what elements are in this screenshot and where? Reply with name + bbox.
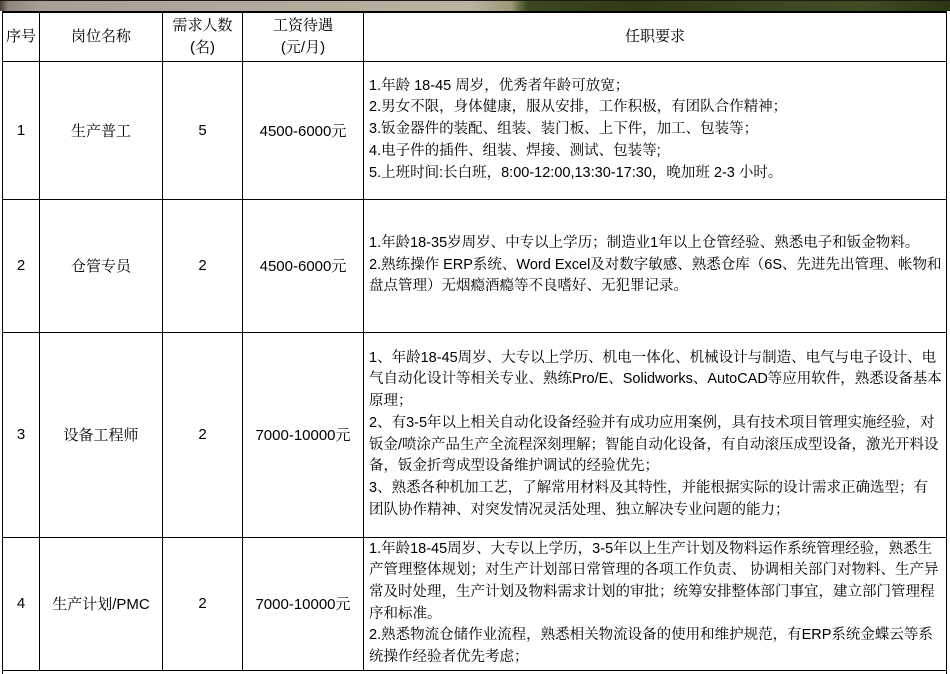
job-row <box>3 199 947 332</box>
job-positions-table <box>2 11 947 674</box>
salary: 4500-6000元 <box>243 199 364 332</box>
row-number: 4 <box>3 537 40 670</box>
salary: 7000-10000元 <box>243 332 364 537</box>
position-name: 生产计划/PMC <box>40 537 163 670</box>
position-name: 设备工程师 <box>40 332 163 537</box>
header-position-label: 岗位名称 <box>70 27 131 45</box>
requirement-item: 2、有3-5年以上相关自动化设备经验并有成功应用案例，具有技术项目管理实施经验，对钣金/喷涂产品生产全流程深刻理解；智能自动化设备，有自动滚压成型设备，激光开料设备，钣金折弯成型设备维护调试的经验优先； <box>369 414 939 475</box>
headcount: 2 <box>163 537 243 670</box>
header-headcount <box>163 12 243 61</box>
next-row-sliver-cell <box>3 670 947 674</box>
header-no <box>3 12 40 61</box>
requirement-item: 3、熟悉各种机加工艺，了解常用材料及其特性，并能根据实际的设计需求正确选型；有团队协作精神、对突发情况灵活处理、独立解决专业问题的能力； <box>369 479 929 518</box>
position-name: 生产普工 <box>40 61 163 199</box>
headcount: 2 <box>163 199 243 332</box>
row-number: 2 <box>3 199 40 332</box>
requirement-item: 1.年龄 18-45 周岁，优秀者年龄可放宽； <box>369 77 630 94</box>
header-position <box>40 12 163 61</box>
requirement-item: 4.电子件的插件、组装、焊接、测试、包装等; <box>369 142 661 159</box>
requirement-item: 3.钣金器件的装配、组装、装门板、上下件，加工、包装等； <box>369 121 759 138</box>
job-row <box>3 537 947 670</box>
header-salary-label: 工资待遇 <box>272 16 333 34</box>
photo-strip <box>0 0 950 11</box>
header-requirements <box>364 12 947 61</box>
header-headcount-unit: (名) <box>190 38 215 56</box>
requirement-item: 2.男女不限，身体健康，服从安排，工作积极，有团队合作精神； <box>369 99 788 116</box>
requirement-item: 1、年龄18-45周岁、大专以上学历、机电一体化、机械设计与制造、电气与电子设计、电气自动化设计等相关专业、熟练Pro/E、Solidworks、AutoCAD等应用软件，熟悉设备基本原理； <box>369 349 942 410</box>
job-row <box>3 332 947 537</box>
header-headcount-label: 需求人数 <box>172 16 233 34</box>
requirements-cell <box>364 199 947 332</box>
headcount: 2 <box>163 332 243 537</box>
salary: 7000-10000元 <box>243 537 364 670</box>
header-no-label: 序号 <box>5 27 36 45</box>
salary: 4500-6000元 <box>243 61 364 199</box>
next-row-sliver <box>3 670 947 674</box>
requirements-cell <box>364 332 947 537</box>
header-requirements-label: 任职要求 <box>624 27 685 45</box>
requirement-item: 1.年龄18-45周岁、大专以上学历，3-5年以上生产计划及物料运作系统管理经验，熟悉生产管理整体规划；对生产计划部日常管理的各项工作负责、 协调相关部门对物料、生产异常及时处理，生产计划及物料需求计划的审批；统筹安排整体部门事宜，建立部门管理程序和标准。 <box>369 540 939 622</box>
requirement-item: 1.年龄18-35岁周岁、中专以上学历；制造业1年以上仓管经验、熟悉电子和钣金物料。 <box>369 234 920 251</box>
job-row <box>3 61 947 199</box>
requirements-cell <box>364 61 947 199</box>
header-salary-unit: (元/月) <box>280 38 326 56</box>
requirements-cell <box>364 537 947 670</box>
headcount: 5 <box>163 61 243 199</box>
requirement-item: 2.熟悉物流仓储作业流程，熟悉相关物流设备的使用和维护规范，有ERP系统金蝶云等系统操作经验者优先考虑； <box>369 627 933 666</box>
header-salary <box>243 12 364 61</box>
row-number: 1 <box>3 61 40 199</box>
position-name: 仓管专员 <box>40 199 163 332</box>
row-number: 3 <box>3 332 40 537</box>
requirement-item: 2.熟练操作 ERP系统、Word Excel及对数字敏感、熟悉仓库（6S、先进先出管理、帐物和盘点管理）无烟瘾酒瘾等不良嗜好、无犯罪记录。 <box>369 256 942 295</box>
requirement-item: 5.上班时间:长白班，8:00-12:00,13:30-17:30，晚加班 2-3 小时。 <box>369 164 783 181</box>
table-header-row <box>3 12 947 61</box>
